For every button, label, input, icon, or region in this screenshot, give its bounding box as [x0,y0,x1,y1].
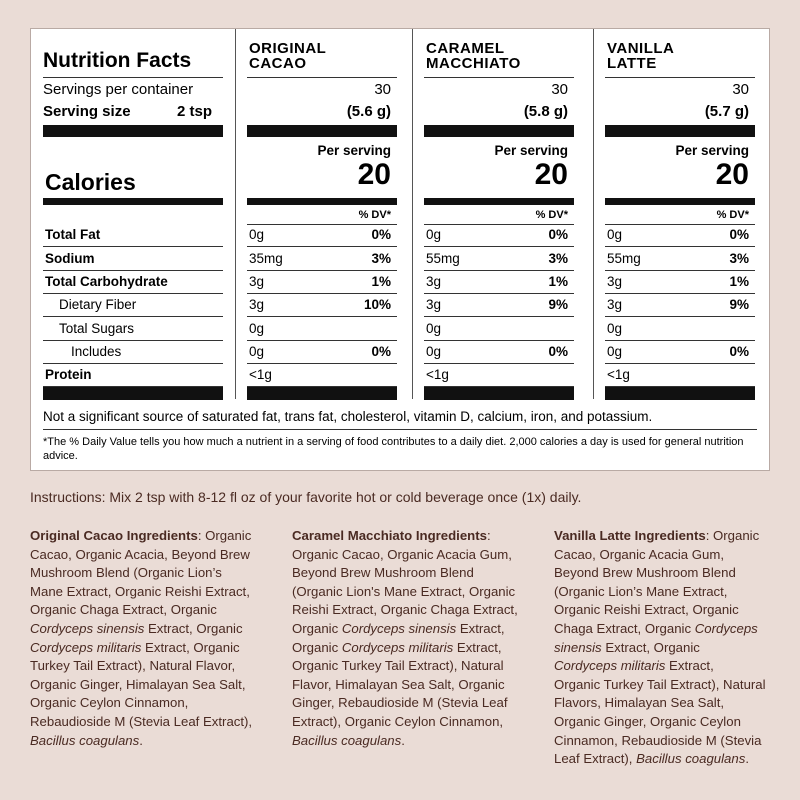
divider-thick [43,387,223,400]
ingredients-line: Ginger, Rebaudioside M (Stevia Leaf [292,695,508,711]
divider [43,270,223,271]
nutrient-dv: 3% [729,251,749,266]
ingredients-line: Cordyceps militaris Extract, Organic [30,639,240,655]
divider [605,340,755,341]
divider [43,429,757,430]
product-name: MACCHIATO [426,55,521,72]
divider-thick [605,125,755,137]
ingredients-line: Organic Ginger, Himalayan Sea Salt, [30,676,246,692]
ingredients-line: Bacillus coagulans. [30,732,143,748]
nutrient-label: Includes [71,344,122,359]
ingredients-line: Organic Reishi Extract, Organic [554,602,739,618]
divider [43,77,223,78]
calories-value: 20 [357,158,391,191]
ingredients-block [554,527,794,769]
per-serving-label: Per serving [494,143,568,158]
ingredients-line: Cordyceps sinensis Extract, Organic [30,620,243,636]
divider [43,316,223,317]
ingredients-heading: Original Cacao Ingredients: Organic [30,528,252,543]
product-name: LATTE [607,55,657,72]
nutrient-dv: 0% [371,227,391,242]
divider [43,246,223,247]
product-name: CARAMEL [426,40,505,57]
divider [247,316,397,317]
column-separator [235,29,236,399]
not-significant-note: Not a significant source of saturated fat, trans fat, cholesterol, vitamin D, calcium, iron, and potassium. [43,409,653,424]
ingredients-line: Turkey Tail Extract), Natural Flavor, [30,658,236,674]
dv-header: % DV* [535,209,568,221]
ingredients-line: Leaf Extract), Bacillus coagulans. [554,751,749,767]
column-separator [412,29,413,399]
nutrient-dv: 9% [548,297,568,312]
divider [43,363,223,364]
divider [424,270,574,271]
nutrient-amount: 0g [607,321,623,336]
divider [43,293,223,294]
instructions: Instructions: Mix 2 tsp with 8-12 fl oz of your favorite hot or cold beverage once (1x) daily. [30,489,582,505]
product-name: CACAO [249,55,307,72]
nutrient-amount: 0g [426,227,442,242]
divider-thick [424,198,574,205]
per-serving-label: Per serving [317,143,391,158]
nutrient-amount: 0g [249,227,265,242]
divider [424,293,574,294]
ingredients-line: Beyond Brew Mushroom Blend [554,565,736,581]
divider [605,77,755,78]
divider [605,246,755,247]
divider [424,224,574,225]
divider-thick [424,387,574,400]
nutrient-amount: 0g [426,321,442,336]
ingredients-line: Flavor, Himalayan Sea Salt, Organic [292,676,505,692]
nutrient-amount: 3g [607,297,623,312]
nutrient-amount: 0g [249,344,265,359]
ingredients-line: Organic Cordyceps militaris Extract, [292,639,502,655]
nutrient-amount: 55mg [426,251,460,266]
ingredients-block [30,527,270,750]
ingredients-line: Organic Cacao, Organic Acacia Gum, [292,546,512,562]
divider [247,246,397,247]
ingredients-line: Reishi Extract, Organic Chaga Extract, [292,602,518,618]
nutrient-dv: 1% [729,274,749,289]
ingredients-line: Cordyceps militaris Extract, [554,658,714,674]
ingredients-line: Beyond Brew Mushroom Blend [292,565,474,581]
divider [424,340,574,341]
nutrient-label: Sodium [45,251,95,266]
ingredients-line: Flavors, Himalayan Sea Salt, [554,695,725,711]
ingredients-line: Mane Extract, Organic Reishi Extract, [30,583,250,599]
nutrient-amount: 3g [249,274,265,289]
divider [247,224,397,225]
ingredients-line: Organic Ginger, Organic Ceylon [554,713,741,729]
nutrient-dv: 0% [548,227,568,242]
serving-size-value: 2 tsp [177,103,213,120]
ingredients-line: Extract), Organic Ceylon Cinnamon, [292,713,504,729]
servings-value: 30 [732,81,749,98]
nutrient-amount: 0g [426,344,442,359]
nutrient-label: Dietary Fiber [59,297,137,312]
ingredients-line: Bacillus coagulans. [292,732,405,748]
ingredients-line: Cacao, Organic Acacia, Beyond Brew [30,546,250,562]
nutrient-dv: 0% [548,344,568,359]
column-separator [593,29,594,399]
divider-thick [43,198,223,205]
nutrient-amount: <1g [607,367,630,382]
divider [605,316,755,317]
divider [424,77,574,78]
footnote: *The % Daily Value tells you how much a nutrient in a serving of food contributes to a daily diet. 2,000 calories a day is used for general nutrition advice. [43,436,744,462]
ingredients-line: Cinnamon, Rebaudioside M (Stevia [554,732,762,748]
ingredients-line: Organic Turkey Tail Extract), Natural [292,658,504,674]
divider-thick [247,125,397,137]
divider-thick [43,125,223,137]
divider [605,270,755,271]
ingredients-line: Rebaudioside M (Stevia Leaf Extract), [30,713,253,729]
divider [424,316,574,317]
nutrient-amount: 55mg [607,251,641,266]
nutrient-dv: 9% [729,297,749,312]
nutrient-dv: 0% [729,227,749,242]
ingredients-line: Organic Chaga Extract, Organic [30,602,217,618]
divider [43,340,223,341]
divider [247,340,397,341]
ingredients-line: (Organic Lion’s Mane Extract, [554,583,728,599]
nutrient-amount: 3g [249,297,265,312]
divider [247,77,397,78]
nutrient-dv: 1% [548,274,568,289]
ingredients-line: Chaga Extract, Organic Cordyceps [554,620,758,636]
calories-value: 20 [534,158,568,191]
nutrient-dv: 0% [729,344,749,359]
nutrient-amount: <1g [426,367,449,382]
dv-header: % DV* [716,209,749,221]
nutrient-label: Total Fat [45,227,101,242]
nutrition-facts-panel [30,28,770,471]
calories-label: Calories [45,169,136,195]
nutrient-label: Protein [45,367,92,382]
nutrient-dv: 0% [371,344,391,359]
per-serving-label: Per serving [675,143,749,158]
ingredients-line: sinensis Extract, Organic [554,639,700,655]
calories-value: 20 [715,158,749,191]
nutrient-dv: 3% [371,251,391,266]
ingredients-line: Organic Ceylon Cinnamon, [30,695,189,711]
serving-size-label: Serving size [43,103,131,120]
serving-weight: (5.6 g) [346,103,391,120]
nutrient-dv: 3% [548,251,568,266]
servings-label: Servings per container [43,81,194,98]
label-title: Nutrition Facts [43,49,192,72]
divider-thick [605,198,755,205]
nutrient-label: Total Sugars [59,321,135,336]
divider-thick [424,125,574,137]
divider [605,363,755,364]
ingredients-line: Organic Cordyceps sinensis Extract, [292,620,505,636]
ingredients-line: Organic Turkey Tail Extract), Natural [554,676,766,692]
divider [424,363,574,364]
divider-thick [247,198,397,205]
divider-thick [605,387,755,400]
product-name: VANILLA [607,40,675,57]
nutrient-amount: 0g [249,321,265,336]
ingredients-line: Mushroom Blend (Organic Lion’s [30,565,222,581]
nutrient-amount: 0g [607,344,623,359]
servings-value: 30 [374,81,391,98]
ingredients-block [292,527,532,750]
nutrient-amount: 3g [426,274,442,289]
divider [605,224,755,225]
ingredients-line: (Organic Lion's Mane Extract, Organic [292,583,516,599]
divider [605,293,755,294]
divider [424,246,574,247]
nutrient-dv: 10% [363,297,391,312]
ingredients-heading: Vanilla Latte Ingredients: Organic [554,528,760,543]
product-name: ORIGINAL [249,40,327,57]
divider [247,363,397,364]
ingredients-line: Cacao, Organic Acacia Gum, [554,546,725,562]
nutrient-amount: 35mg [249,251,283,266]
dv-header: % DV* [358,209,391,221]
nutrient-dv: 1% [371,274,391,289]
nutrient-amount: <1g [249,367,272,382]
divider-thick [247,387,397,400]
nutrient-label: Total Carbohydrate [45,274,168,289]
serving-weight: (5.8 g) [523,103,568,120]
servings-value: 30 [551,81,568,98]
divider [247,270,397,271]
nutrient-amount: 3g [607,274,623,289]
ingredients-heading: Caramel Macchiato Ingredients: [292,528,491,543]
nutrient-amount: 3g [426,297,442,312]
serving-weight: (5.7 g) [704,103,749,120]
divider [247,293,397,294]
nutrient-amount: 0g [607,227,623,242]
